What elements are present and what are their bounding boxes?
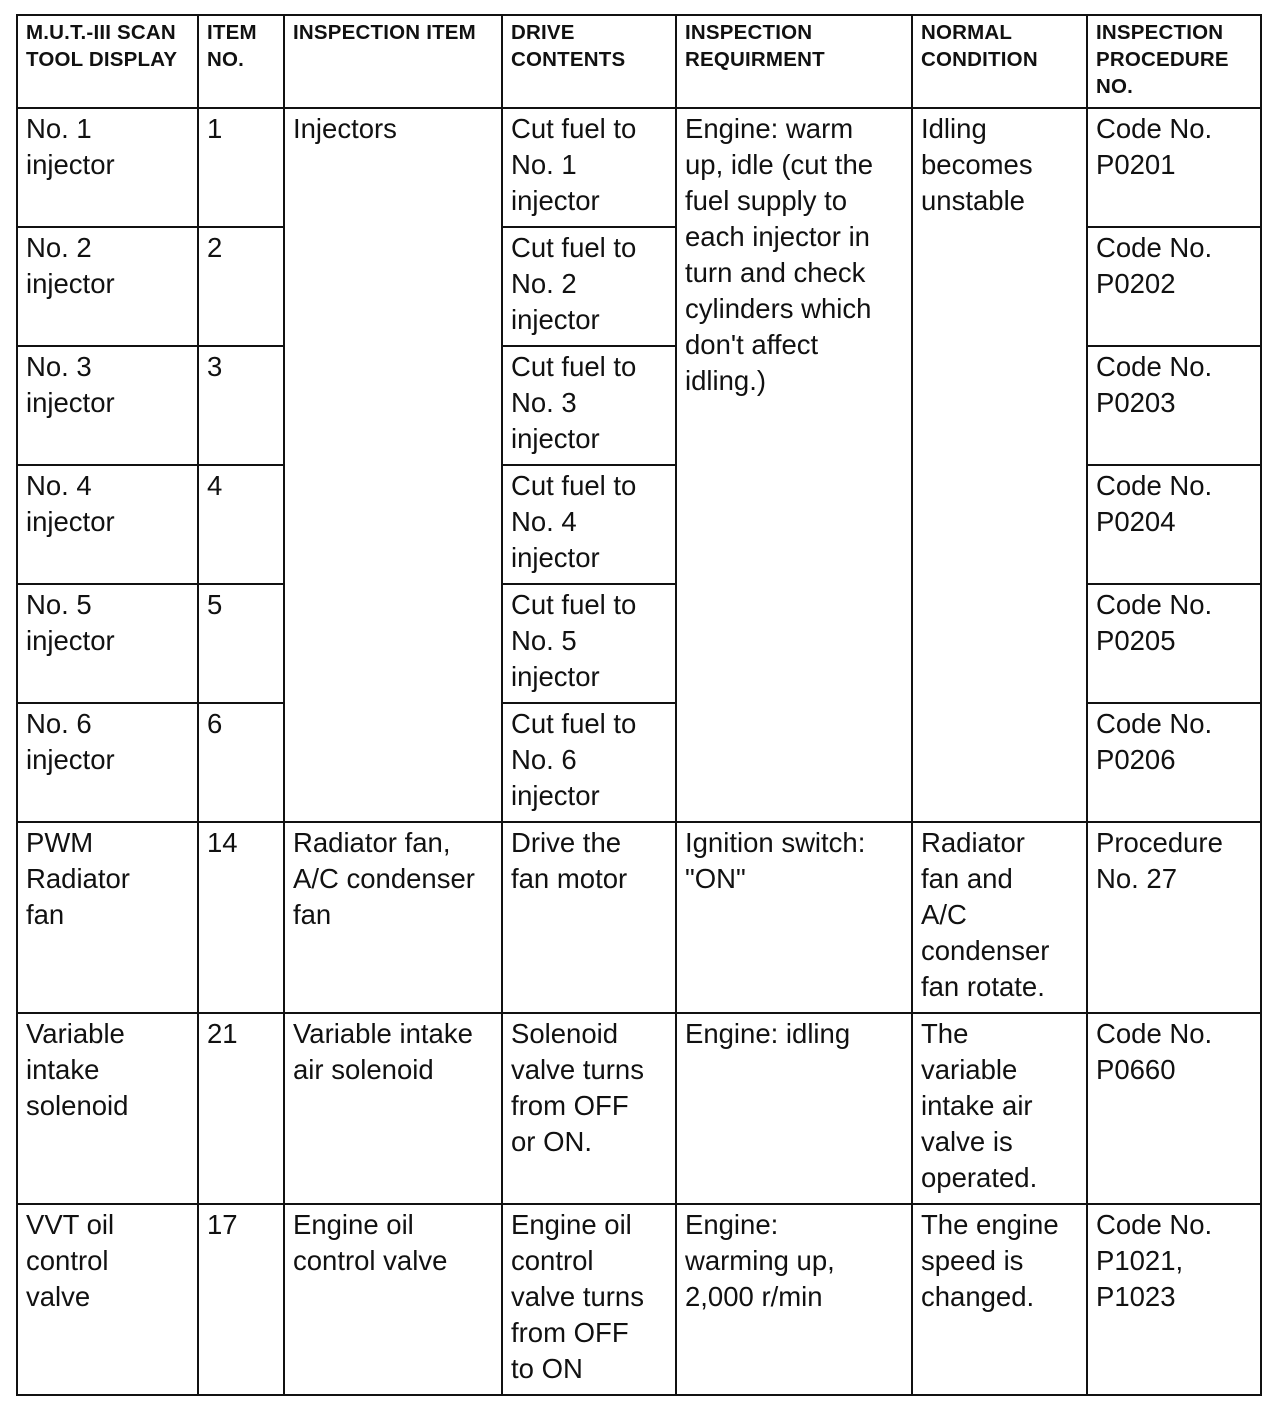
actuator-test-table [16,14,1262,1396]
cell-display: No. 1 injector [17,108,198,227]
cell-inspection-item: Engine oil control valve [284,1204,502,1395]
cell-drive-contents: Drive the fan motor [502,822,676,1013]
header-drive-contents: DRIVE CONTENTS [502,15,676,108]
cell-drive-contents: Cut fuel to No. 4 injector [502,465,676,584]
cell-item-no: 6 [198,703,284,822]
table-row-vvt-oil-control-valve [17,1204,1261,1395]
cell-procedure-no: Code No. P1021, P1023 [1087,1204,1261,1395]
table-row-radiator-fan [17,822,1261,1013]
header-scan-tool-display: M.U.T.-III SCAN TOOL DISPLAY [17,15,198,108]
cell-drive-contents: Cut fuel to No. 2 injector [502,227,676,346]
cell-inspection-item: Radiator fan, A/C condenser fan [284,822,502,1013]
cell-item-no: 5 [198,584,284,703]
cell-display: No. 3 injector [17,346,198,465]
cell-display: Variable intake solenoid [17,1013,198,1204]
cell-normal-condition: The variable intake air valve is operated. [912,1013,1087,1204]
cell-display: PWM Radiator fan [17,822,198,1013]
cell-item-no: 3 [198,346,284,465]
cell-drive-contents: Cut fuel to No. 6 injector [502,703,676,822]
cell-procedure-no: Code No. P0660 [1087,1013,1261,1204]
cell-display: No. 2 injector [17,227,198,346]
header-item-no: ITEM NO. [198,15,284,108]
cell-drive-contents: Cut fuel to No. 1 injector [502,108,676,227]
cell-item-no: 4 [198,465,284,584]
cell-item-no: 2 [198,227,284,346]
cell-display: No. 6 injector [17,703,198,822]
cell-procedure-no: Code No. P0202 [1087,227,1261,346]
cell-procedure-no: Code No. P0204 [1087,465,1261,584]
cell-procedure-no: Procedure No. 27 [1087,822,1261,1013]
cell-drive-contents: Solenoid valve turns from OFF or ON. [502,1013,676,1204]
header-inspection-requirement: INSPECTION REQUIRMENT [676,15,912,108]
cell-inspection-requirement: Engine: warming up, 2,000 r/min [676,1204,912,1395]
cell-procedure-no: Code No. P0206 [1087,703,1261,822]
cell-normal-condition: The engine speed is changed. [912,1204,1087,1395]
table-row-injector-1 [17,108,1261,227]
cell-item-no: 1 [198,108,284,227]
cell-normal-condition: Radiator fan and A/C condenser fan rotate. [912,822,1087,1013]
cell-drive-contents: Cut fuel to No. 3 injector [502,346,676,465]
table-row-variable-intake-solenoid [17,1013,1261,1204]
header-row [17,15,1261,108]
header-normal-condition: NORMAL CONDITION [912,15,1087,108]
cell-inspection-requirement: Ignition switch: "ON" [676,822,912,1013]
header-inspection-item: INSPECTION ITEM [284,15,502,108]
header-procedure-no: INSPECTION PROCEDURE NO. [1087,15,1261,108]
cell-inspection-requirement: Engine: idling [676,1013,912,1204]
cell-drive-contents: Engine oil control valve turns from OFF to ON [502,1204,676,1395]
cell-procedure-no: Code No. P0203 [1087,346,1261,465]
cell-item-no: 14 [198,822,284,1013]
cell-inspection-item: Variable intake air solenoid [284,1013,502,1204]
cell-procedure-no: Code No. P0201 [1087,108,1261,227]
cell-display: No. 4 injector [17,465,198,584]
cell-procedure-no: Code No. P0205 [1087,584,1261,703]
cell-display: No. 5 injector [17,584,198,703]
cell-inspection-item-injectors: Injectors [284,108,502,822]
cell-drive-contents: Cut fuel to No. 5 injector [502,584,676,703]
cell-normal-condition-injectors: Idling becomes unstable [912,108,1087,822]
cell-display: VVT oil control valve [17,1204,198,1395]
cell-item-no: 17 [198,1204,284,1395]
cell-item-no: 21 [198,1013,284,1204]
cell-inspection-requirement-injectors: Engine: warm up, idle (cut the fuel supply to each injector in turn and check cylinders which don't affect idling.) [676,108,912,822]
